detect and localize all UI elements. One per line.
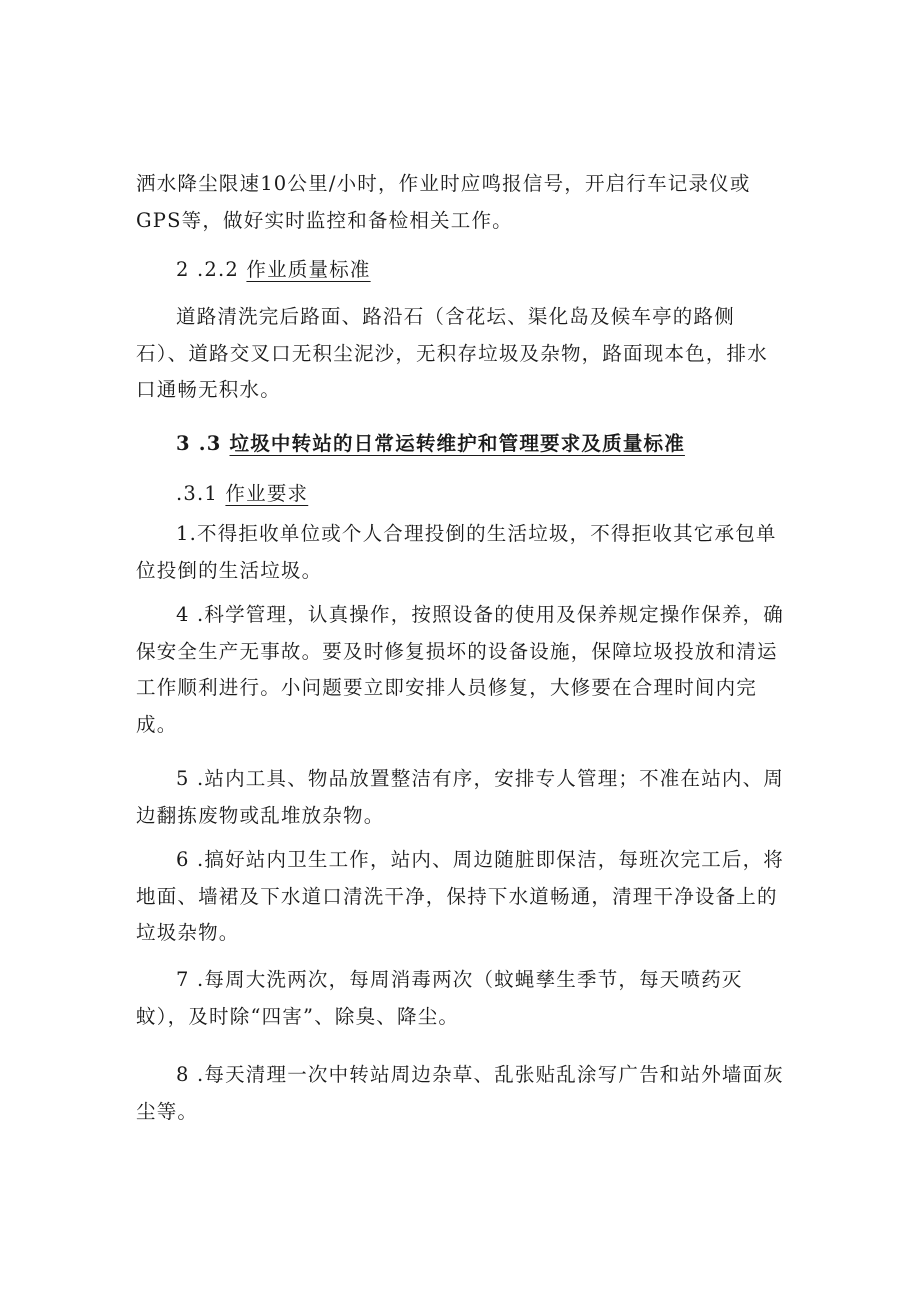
section-title: 作业质量标准 bbox=[246, 258, 371, 281]
section-number: 3 .3 bbox=[176, 432, 222, 455]
paragraph-dust-control: 洒水降尘限速10公里/小时，作业时应鸣报信号，开启行车记录仪或GPS等，做好实时监控和备检相关工作。 bbox=[136, 172, 751, 232]
list-item-6: 6 .搞好站内卫生工作，站内、周边随脏即保洁，每班次完工后，将地面、墙裙及下水道口清洗干净，保持下水道畅通，清理干净设备上的垃圾杂物。 bbox=[136, 848, 785, 944]
section-number: .3.1 bbox=[176, 482, 219, 505]
list-item-7: 7 .每周大洗两次，每周消毒两次（蚊蝇孳生季节，每天喷药灭蚊），及时除“四害”、除臭、降尘。 bbox=[136, 968, 743, 1028]
list-item-8: 8 .每天清理一次中转站周边杂草、乱张贴乱涂写广告和站外墙面灰尘等。 bbox=[136, 1063, 785, 1123]
paragraph-quality-standard: 道路清洗完后路面、路沿石（含花坛、渠化岛及候车亭的路侧石）、道路交叉口无积尘泥沙，无积存垃圾及杂物，路面现本色，排水口通畅无积水。 bbox=[136, 305, 768, 401]
list-item-5: 5 .站内工具、物品放置整洁有序，安排专人管理；不准在站内、周边翻拣废物或乱堆放杂物。 bbox=[136, 767, 785, 827]
section-heading-2-2-2 bbox=[176, 252, 786, 288]
section-heading-3-3-1 bbox=[176, 476, 786, 512]
section-title: 作业要求 bbox=[225, 482, 309, 505]
section-heading-3-3 bbox=[176, 426, 786, 462]
list-item-1: 1.不得拒收单位或个人合理投倒的生活垃圾，不得拒收其它承包单位投倒的生活垃圾。 bbox=[136, 522, 777, 582]
section-number: 2 .2.2 bbox=[176, 258, 240, 281]
section-title: 垃圾中转站的日常运转维护和管理要求及质量标准 bbox=[229, 432, 685, 455]
list-item-4: 4 .科学管理，认真操作，按照设备的使用及保养规定操作保养，确保安全生产无事故。要及时修复损坏的设备设施，保障垃圾投放和清运工作顺利进行。小问题要立即安排人员修复，大修要在合理时间内完成。 bbox=[136, 603, 785, 736]
